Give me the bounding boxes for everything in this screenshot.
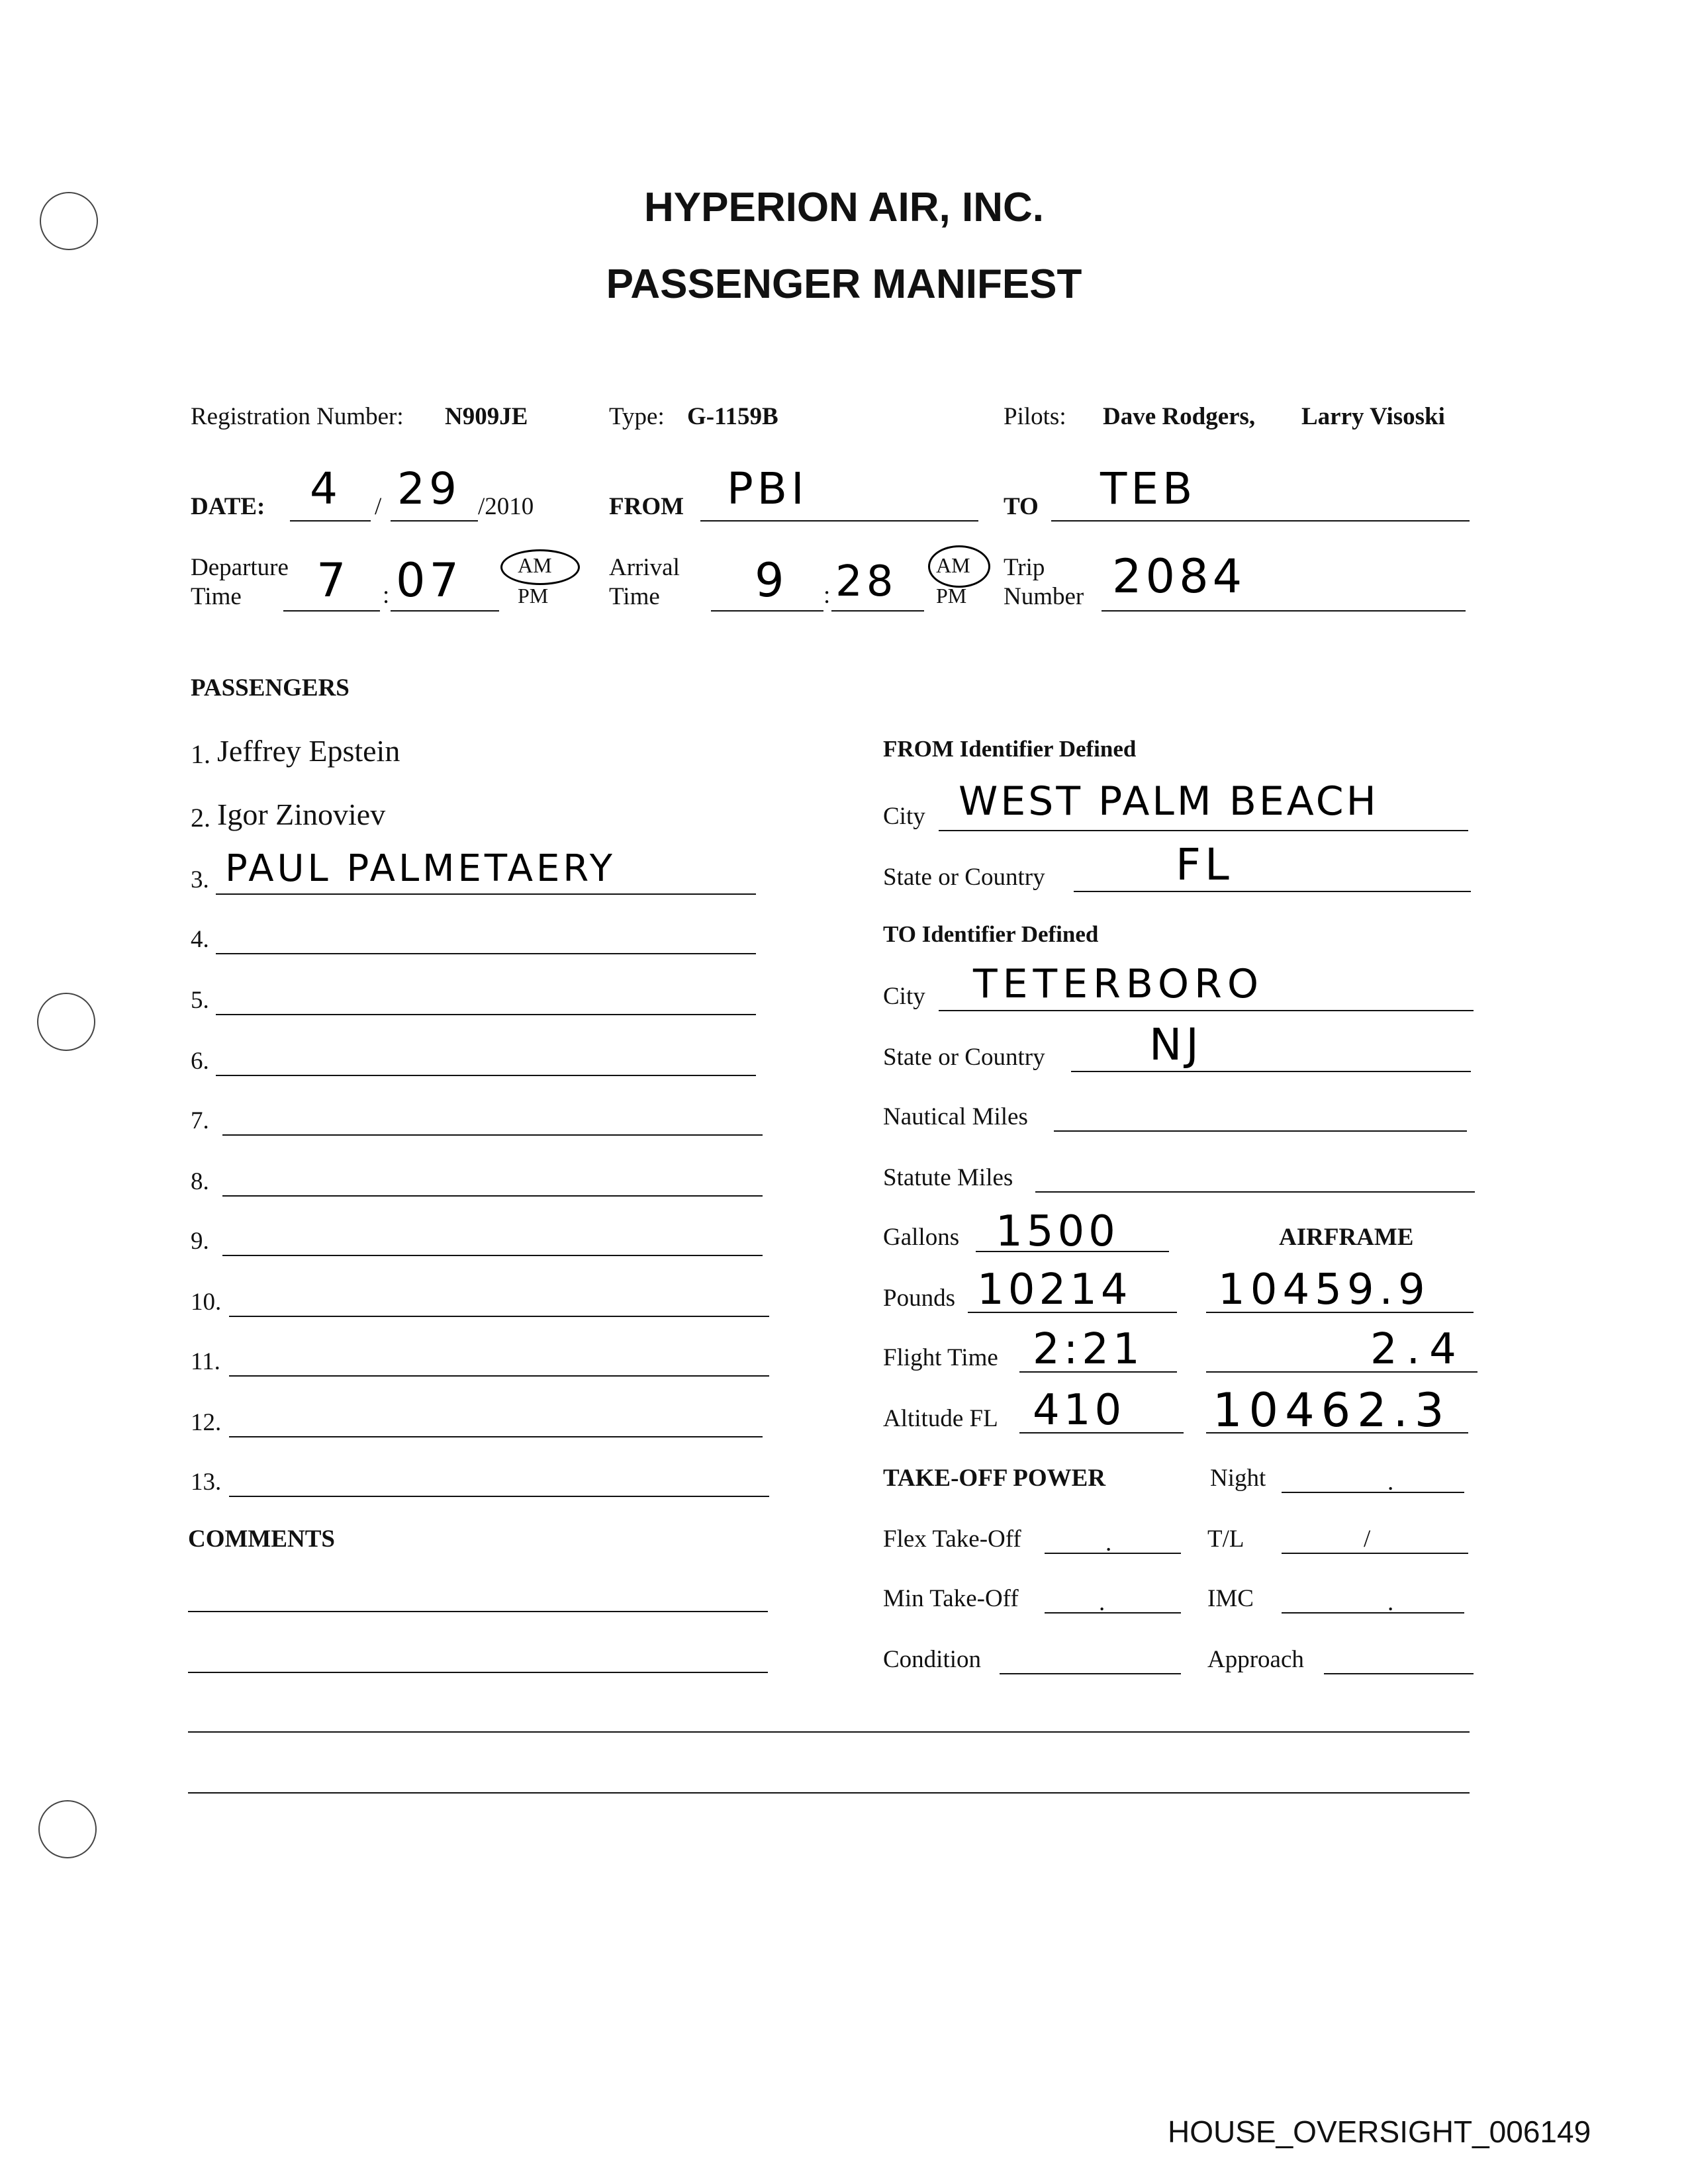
- comments-line: [188, 1731, 1470, 1733]
- flex-takeoff-label: Flex Take-Off: [883, 1525, 1021, 1553]
- night-dot: .: [1387, 1469, 1394, 1496]
- comments-line: [188, 1611, 768, 1612]
- min-takeoff-dot: .: [1099, 1589, 1105, 1616]
- statute-miles-label: Statute Miles: [883, 1164, 1013, 1191]
- from-city-line: [939, 830, 1468, 831]
- date-slash: /: [375, 493, 382, 520]
- passenger-line: [216, 893, 756, 895]
- departure-minute-line: [391, 610, 499, 612]
- passenger-line: [222, 1255, 763, 1256]
- passenger-number: 4.: [191, 926, 209, 953]
- passenger-number: 1.: [191, 739, 211, 769]
- from-state-line: [1074, 891, 1471, 892]
- airframe-value-2: 2.4: [1370, 1325, 1466, 1374]
- flight-time-value: 2:21: [1033, 1325, 1144, 1374]
- arrival-minute-line: [831, 610, 924, 612]
- imc-label: IMC: [1207, 1585, 1254, 1612]
- from-airport: PBI: [727, 463, 808, 514]
- registration-label: Registration Number:: [191, 403, 404, 430]
- binder-hole-middle: [37, 993, 95, 1051]
- from-city: WEST PALM BEACH: [959, 778, 1379, 825]
- to-state-line: [1071, 1071, 1471, 1072]
- from-label: FROM: [609, 493, 684, 520]
- bates-number: HOUSE_OVERSIGHT_006149: [1168, 2115, 1591, 2149]
- aircraft-type: G-1159B: [687, 403, 778, 430]
- airframe-value-3: 10462.3: [1213, 1383, 1451, 1437]
- pilots-label: Pilots:: [1004, 403, 1066, 430]
- nautical-miles-label: Nautical Miles: [883, 1103, 1028, 1130]
- passenger-number: 5.: [191, 987, 209, 1014]
- comments-heading: COMMENTS: [188, 1525, 335, 1553]
- passenger-number: 8.: [191, 1168, 209, 1195]
- passenger-line: [222, 1195, 763, 1197]
- passenger-number: 2.: [191, 803, 211, 833]
- flight-time-label: Flight Time: [883, 1344, 998, 1371]
- passenger-name: Igor Zinoviev: [217, 797, 386, 831]
- to-city: TETERBORO: [973, 961, 1264, 1007]
- to-airport: TEB: [1100, 463, 1197, 514]
- departure-hour-line: [283, 610, 380, 612]
- passenger-line: [229, 1316, 769, 1317]
- trip-label-2: Number: [1004, 583, 1084, 610]
- flex-takeoff-dot: .: [1105, 1529, 1112, 1557]
- passenger-line: [216, 1075, 756, 1076]
- to-city-label: City: [883, 983, 925, 1010]
- to-line: [1051, 520, 1470, 522]
- arrival-pm-label: PM: [936, 584, 967, 608]
- passenger-line: [229, 1436, 763, 1437]
- tl-label: T/L: [1207, 1525, 1244, 1553]
- altitude-label: Altitude FL: [883, 1405, 998, 1432]
- pounds-label: Pounds: [883, 1285, 955, 1312]
- imc-dot: .: [1387, 1589, 1394, 1616]
- condition-line: [1000, 1673, 1181, 1674]
- date-month: 4: [310, 463, 342, 514]
- to-city-line: [939, 1010, 1474, 1011]
- tl-line: [1282, 1553, 1468, 1554]
- approach-line: [1324, 1673, 1474, 1674]
- company-name: HYPERION AIR, INC.: [644, 185, 1044, 230]
- night-label: Night: [1210, 1465, 1266, 1492]
- airframe-heading: AIRFRAME: [1279, 1224, 1414, 1251]
- takeoff-heading: TAKE-OFF POWER: [883, 1465, 1106, 1492]
- airframe-value-1: 10459.9: [1218, 1265, 1430, 1314]
- passenger-number: 12.: [191, 1409, 222, 1436]
- arrival-hour-line: [711, 610, 823, 612]
- arrival-hour: 9: [755, 553, 788, 608]
- trip-number-line: [1102, 610, 1466, 612]
- passenger-number: 11.: [191, 1348, 220, 1375]
- comments-line: [188, 1672, 768, 1673]
- date-month-line: [290, 520, 371, 522]
- arrival-label-2: Time: [609, 583, 660, 610]
- passenger-line: [229, 1496, 769, 1497]
- passenger-name: PAUL PALMETAERY: [225, 847, 616, 890]
- passenger-number: 10.: [191, 1289, 222, 1316]
- date-year: /2010: [478, 493, 534, 520]
- passenger-line: [216, 1014, 756, 1015]
- min-takeoff-line: [1045, 1612, 1181, 1614]
- approach-label: Approach: [1207, 1646, 1304, 1673]
- passenger-line: [229, 1375, 769, 1377]
- arrival-minute: 28: [835, 557, 898, 606]
- departure-minute: 07: [396, 553, 463, 608]
- pounds-value: 10214: [977, 1265, 1132, 1314]
- trip-number: 2084: [1112, 549, 1246, 604]
- condition-label: Condition: [883, 1646, 982, 1673]
- to-label: TO: [1004, 493, 1039, 520]
- departure-colon: :: [383, 582, 390, 609]
- nautical-miles-line: [1054, 1130, 1467, 1132]
- passenger-name: Jeffrey Epstein: [217, 734, 400, 768]
- to-identifier-heading: TO Identifier Defined: [883, 921, 1099, 947]
- pilot-2: Larry Visoski: [1301, 403, 1445, 430]
- min-takeoff-label: Min Take-Off: [883, 1585, 1019, 1612]
- passenger-number: 6.: [191, 1048, 209, 1075]
- from-identifier-heading: FROM Identifier Defined: [883, 736, 1137, 762]
- pilot-1: Dave Rodgers,: [1103, 403, 1256, 430]
- passenger-line: [222, 1134, 763, 1136]
- passengers-heading: PASSENGERS: [191, 674, 350, 702]
- to-state-label: State or Country: [883, 1044, 1045, 1071]
- statute-miles-line: [1035, 1191, 1475, 1193]
- date-day-line: [391, 520, 478, 522]
- gallons-label: Gallons: [883, 1224, 960, 1251]
- imc-line: [1282, 1612, 1464, 1614]
- date-label: DATE:: [191, 493, 265, 520]
- tl-slash: /: [1364, 1525, 1371, 1553]
- to-state: NJ: [1149, 1019, 1203, 1070]
- registration-number: N909JE: [445, 403, 528, 430]
- flex-takeoff-line: [1045, 1553, 1181, 1554]
- type-label: Type:: [609, 403, 665, 430]
- comments-line: [188, 1792, 1470, 1794]
- date-day: 29: [397, 463, 461, 514]
- departure-am-label: AM: [518, 553, 552, 577]
- gallons-value: 1500: [996, 1207, 1119, 1256]
- from-city-label: City: [883, 803, 925, 830]
- binder-hole-bottom: [38, 1800, 97, 1858]
- from-state: FL: [1176, 839, 1233, 890]
- passenger-number: 13.: [191, 1469, 222, 1496]
- from-state-label: State or Country: [883, 864, 1045, 891]
- arrival-label-1: Arrival: [609, 554, 680, 581]
- document-title: PASSENGER MANIFEST: [606, 261, 1082, 307]
- departure-label-1: Departure: [191, 554, 289, 581]
- passenger-number: 7.: [191, 1107, 209, 1134]
- passenger-number: 3.: [191, 866, 209, 893]
- altitude-value: 410: [1033, 1386, 1126, 1435]
- passenger-number: 9.: [191, 1228, 209, 1255]
- from-line: [700, 520, 978, 522]
- departure-label-2: Time: [191, 583, 242, 610]
- passenger-line: [216, 953, 756, 954]
- arrival-am-label: AM: [936, 553, 970, 577]
- night-line: [1282, 1492, 1464, 1493]
- departure-hour: 7: [316, 553, 350, 608]
- arrival-colon: :: [823, 582, 831, 609]
- trip-label-1: Trip: [1004, 554, 1045, 581]
- departure-pm-label: PM: [518, 584, 549, 608]
